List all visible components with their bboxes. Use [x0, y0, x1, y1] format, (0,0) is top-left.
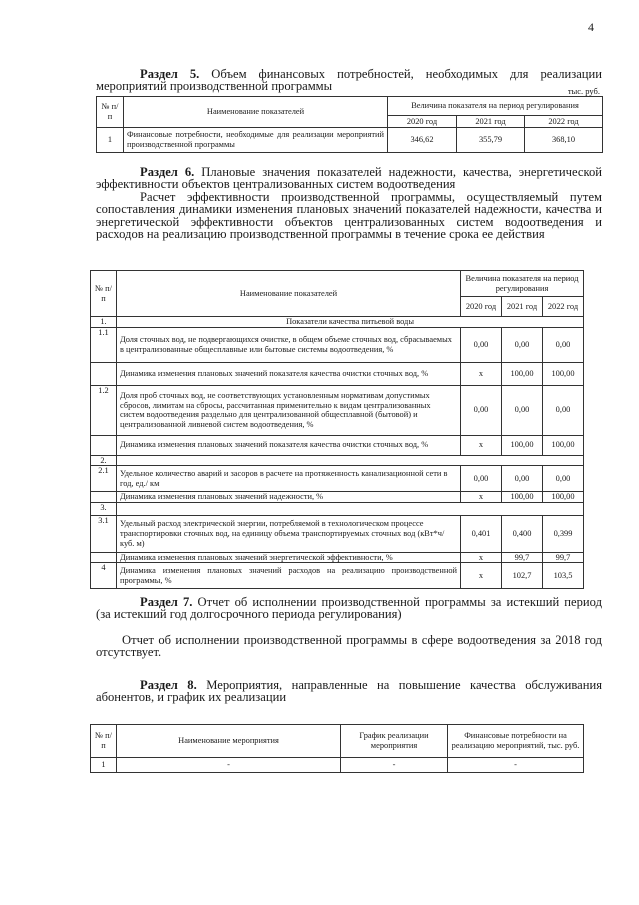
table-row	[91, 502, 584, 515]
value-2020: x	[461, 435, 502, 455]
section-label: Раздел 6.	[140, 165, 195, 179]
section-8-heading	[96, 679, 602, 704]
row-financial: -	[448, 758, 584, 773]
row-num: 1.	[91, 317, 117, 328]
row-name: Динамика изменения плановых значений показателя качества очистки сточных вод, %	[117, 362, 461, 385]
value-2021: 102,7	[502, 563, 543, 589]
header-name: Наименование мероприятия	[117, 725, 341, 758]
row-name: Динамика изменения плановых значений надежности, %	[117, 492, 461, 503]
row-num: 1	[97, 128, 124, 153]
value-2022: 0,399	[543, 515, 584, 552]
value-2022: 99,7	[543, 552, 584, 563]
header-year: 2021 год	[457, 116, 525, 128]
value-2022: 100,00	[543, 435, 584, 455]
table-row	[91, 758, 584, 773]
section-title: Мероприятия, направленные на повышение качества обслуживания абонентов, и график их реализации	[96, 678, 602, 705]
group-title: Показатели качества питьевой воды	[117, 317, 584, 328]
section-title: Объем финансовых потребностей, необходимых для реализации мероприятий производственной программы	[96, 67, 602, 94]
header-num: № п/п	[91, 725, 117, 758]
table-row	[91, 455, 584, 466]
header-year: 2022 год	[543, 297, 584, 317]
page-number: 4	[588, 20, 594, 34]
value-2020: 0,00	[461, 385, 502, 435]
value-2020: 346,62	[388, 128, 457, 153]
value-2022: 0,00	[543, 327, 584, 362]
header-financial: Финансовые потребности на реализацию мероприятий, тыс. руб.	[448, 725, 584, 758]
row-name: Динамика изменения плановых значений расходов на реализацию производственной программы, %	[117, 563, 461, 589]
row-num	[91, 362, 117, 385]
table-row	[91, 492, 584, 503]
row-num	[91, 435, 117, 455]
row-num: 1	[91, 758, 117, 773]
measures-table	[90, 724, 584, 773]
value-2021: 99,7	[502, 552, 543, 563]
value-2022: 368,10	[525, 128, 603, 153]
value-2022: 0,00	[543, 385, 584, 435]
table-row	[91, 327, 584, 362]
value-2020: 0,401	[461, 515, 502, 552]
header-name: Наименование показателей	[117, 271, 461, 317]
financial-needs-table	[96, 96, 603, 153]
header-year: 2020 год	[461, 297, 502, 317]
row-name: Финансовые потребности, необходимые для реализации мероприятий производственной программы	[124, 128, 388, 153]
table-row	[91, 563, 584, 589]
value-2021: 355,79	[457, 128, 525, 153]
value-2022: 100,00	[543, 492, 584, 503]
row-num: 3.	[91, 502, 117, 515]
row-num: 2.	[91, 455, 117, 466]
value-2021: 100,00	[502, 362, 543, 385]
header-period: Величина показателя на период регулирования	[388, 97, 603, 116]
group-title	[117, 502, 584, 515]
row-name: Удельный расход электрической энергии, потребляемой в технологическом процессе транспортировки сточных вод, на единицу объема транспортируемых сточных вод (кВт*ч/ куб. м)	[117, 515, 461, 552]
section-6-paragraph: Расчет эффективности производственной программы, осуществляемый путем сопоставления динамики изменения плановых значений показателей надежности, качества и энергетической эффективности объектов централизованных систем водоотведения и расходов на реализацию производственной программы в течение срока ее действия	[96, 190, 602, 242]
section-5-heading	[96, 68, 602, 93]
header-year: 2020 год	[388, 116, 457, 128]
row-num: 2.1	[91, 466, 117, 492]
table-row	[97, 128, 603, 153]
section-7-heading	[96, 596, 602, 621]
section-6-heading	[96, 166, 602, 191]
table-row	[91, 466, 584, 492]
section-label: Раздел 7.	[140, 595, 193, 609]
table-row	[91, 515, 584, 552]
header-period: Величина показателя на период регулирования	[461, 271, 584, 297]
value-2020: x	[461, 362, 502, 385]
row-num: 3.1	[91, 515, 117, 552]
row-num	[91, 492, 117, 503]
row-schedule: -	[341, 758, 448, 773]
section-7-paragraph: Отчет об исполнении производственной программы в сфере водоотведения за 2018 год отсутствует.	[96, 633, 602, 660]
row-num	[91, 552, 117, 563]
table-row	[91, 435, 584, 455]
row-num: 1.1	[91, 327, 117, 362]
value-2021: 0,400	[502, 515, 543, 552]
row-name: Удельное количество аварий и засоров в расчете на протяженность канализационной сети в год, ед./ км	[117, 466, 461, 492]
value-2022: 103,5	[543, 563, 584, 589]
table-row	[91, 362, 584, 385]
header-name: Наименование показателей	[124, 97, 388, 128]
row-name: Доля сточных вод, не подвергающихся очистке, в общем объеме сточных вод, сбрасываемых в централизованные общесплавные или бытовые системы водоотведения, %	[117, 327, 461, 362]
row-name: -	[117, 758, 341, 773]
table-row	[91, 385, 584, 435]
row-name: Доля проб сточных вод, не соответствующих установленным нормативам допустимых сбросов, лимитам на сбросы, рассчитанная применительно к видам централизованных систем водоотведения раздельно для централизованной общесплавной (бытовой) и централизованной ливневой систем водоотведения, %	[117, 385, 461, 435]
value-2022: 100,00	[543, 362, 584, 385]
value-2021: 0,00	[502, 385, 543, 435]
value-2020: x	[461, 492, 502, 503]
value-2021: 100,00	[502, 435, 543, 455]
header-year: 2022 год	[525, 116, 603, 128]
header-num: № п/п	[91, 271, 117, 317]
section-title: Отчет об исполнении производственной программы за истекший период (за истекший год долгосрочного периода регулирования)	[96, 595, 602, 622]
value-2020: 0,00	[461, 466, 502, 492]
header-schedule: График реализации мероприятия	[341, 725, 448, 758]
value-2021: 0,00	[502, 466, 543, 492]
section-title: Плановые значения показателей надежности, качества, энергетической эффективности объектов централизованных систем водоотведения	[96, 165, 602, 192]
table-row	[91, 552, 584, 563]
section-label: Раздел 5.	[140, 67, 200, 81]
table-row	[91, 317, 584, 328]
value-2020: x	[461, 552, 502, 563]
row-num: 1.2	[91, 385, 117, 435]
header-year: 2021 год	[502, 297, 543, 317]
row-num: 4	[91, 563, 117, 589]
row-name: Динамика изменения плановых значений энергетической эффективности, %	[117, 552, 461, 563]
value-2021: 0,00	[502, 327, 543, 362]
group-title	[117, 455, 584, 466]
row-name: Динамика изменения плановых значений показателя качества очистки сточных вод, %	[117, 435, 461, 455]
header-num: № п/п	[97, 97, 124, 128]
value-2021: 100,00	[502, 492, 543, 503]
value-2020: x	[461, 563, 502, 589]
section-label: Раздел 8.	[140, 678, 197, 692]
value-2020: 0,00	[461, 327, 502, 362]
value-2022: 0,00	[543, 466, 584, 492]
unit-label: тыс. руб.	[567, 86, 600, 96]
indicators-table	[90, 270, 584, 589]
